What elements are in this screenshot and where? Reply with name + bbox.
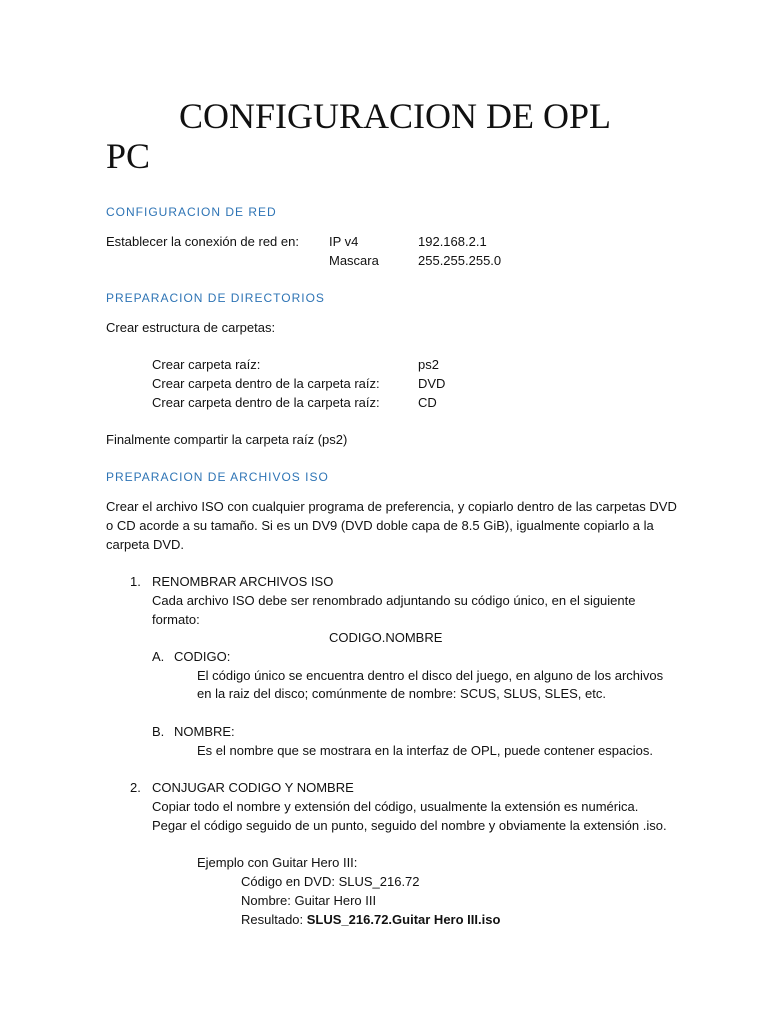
step-description-line: Cada archivo ISO debe ser renombrado adjuntando su código único, en el siguiente (152, 593, 636, 608)
example-result-label: Resultado: (241, 912, 307, 927)
folder-row-value: DVD (418, 376, 446, 391)
folder-row-label: Crear carpeta dentro de la carpeta raíz: (152, 395, 380, 410)
substep-description-line: Es el nombre que se mostrara en la interfaz de OPL, puede contener espacios. (197, 743, 653, 758)
example-code-value: SLUS_216.72 (338, 874, 420, 889)
step-title: CONJUGAR CODIGO Y NOMBRE (152, 780, 354, 795)
document-title-continuation: PC (106, 136, 151, 176)
example-code-label: Código en DVD: (241, 874, 339, 889)
document-title: CONFIGURACION DE OPL (179, 96, 612, 136)
example-result (241, 912, 500, 928)
section-heading-network: CONFIGURACION DE RED (106, 205, 277, 219)
iso-paragraph-line: Crear el archivo ISO con cualquier programa de preferencia, y copiarlo dentro de las carpetas DVD (106, 499, 677, 514)
step-description-line: formato: (152, 612, 200, 627)
example-code (241, 874, 420, 890)
step-title: RENOMBRAR ARCHIVOS ISO (152, 574, 334, 589)
folder-row-label: Crear carpeta raíz: (152, 357, 261, 372)
ip-value: 192.168.2.1 (418, 234, 487, 249)
example-title: Ejemplo con Guitar Hero III: (197, 855, 358, 870)
mask-value: 255.255.255.0 (418, 253, 502, 268)
example-result-value: SLUS_216.72.Guitar Hero III.iso (306, 912, 501, 927)
example-name-label: Nombre: (241, 893, 295, 908)
format-example: CODIGO.NOMBRE (329, 630, 443, 645)
network-label: Establecer la conexión de red en: (106, 234, 299, 249)
substep-letter: A. (152, 649, 165, 664)
substep-description-line: en la raiz del disco; comúnmente de nombre: SCUS, SLUS, SLES, etc. (197, 686, 606, 701)
substep-title: CODIGO: (174, 649, 231, 664)
folder-row-label: Crear carpeta dentro de la carpeta raíz: (152, 376, 380, 391)
step-description-line: Copiar todo el nombre y extensión del código, usualmente la extensión es numérica. (152, 799, 639, 814)
substep-title: NOMBRE: (174, 724, 235, 739)
directories-intro: Crear estructura de carpetas: (106, 320, 276, 335)
directories-final: Finalmente compartir la carpeta raíz (ps2) (106, 432, 348, 447)
section-heading-iso: PREPARACION DE ARCHIVOS ISO (106, 470, 329, 484)
ip-key: IP v4 (329, 234, 359, 249)
iso-paragraph-line: carpeta DVD. (106, 537, 185, 552)
step-number: 1. (130, 574, 141, 589)
substep-description-line: El código único se encuentra dentro el disco del juego, en alguno de los archivos (197, 668, 664, 683)
step-number: 2. (130, 780, 141, 795)
iso-paragraph-line: o CD acorde a su tamaño. Si es un DV9 (DVD doble capa de 8.5 GiB), igualmente copiarlo a la (106, 518, 654, 533)
example-name (241, 893, 376, 909)
section-heading-directories: PREPARACION DE DIRECTORIOS (106, 291, 325, 305)
substep-letter: B. (152, 724, 165, 739)
example-name-value: Guitar Hero III (294, 893, 377, 908)
mask-key: Mascara (329, 253, 379, 268)
folder-row-value: ps2 (418, 357, 439, 372)
folder-row-value: CD (418, 395, 437, 410)
step-description-line: Pegar el código seguido de un punto, seguido del nombre y obviamente la extensión .iso. (152, 818, 667, 833)
